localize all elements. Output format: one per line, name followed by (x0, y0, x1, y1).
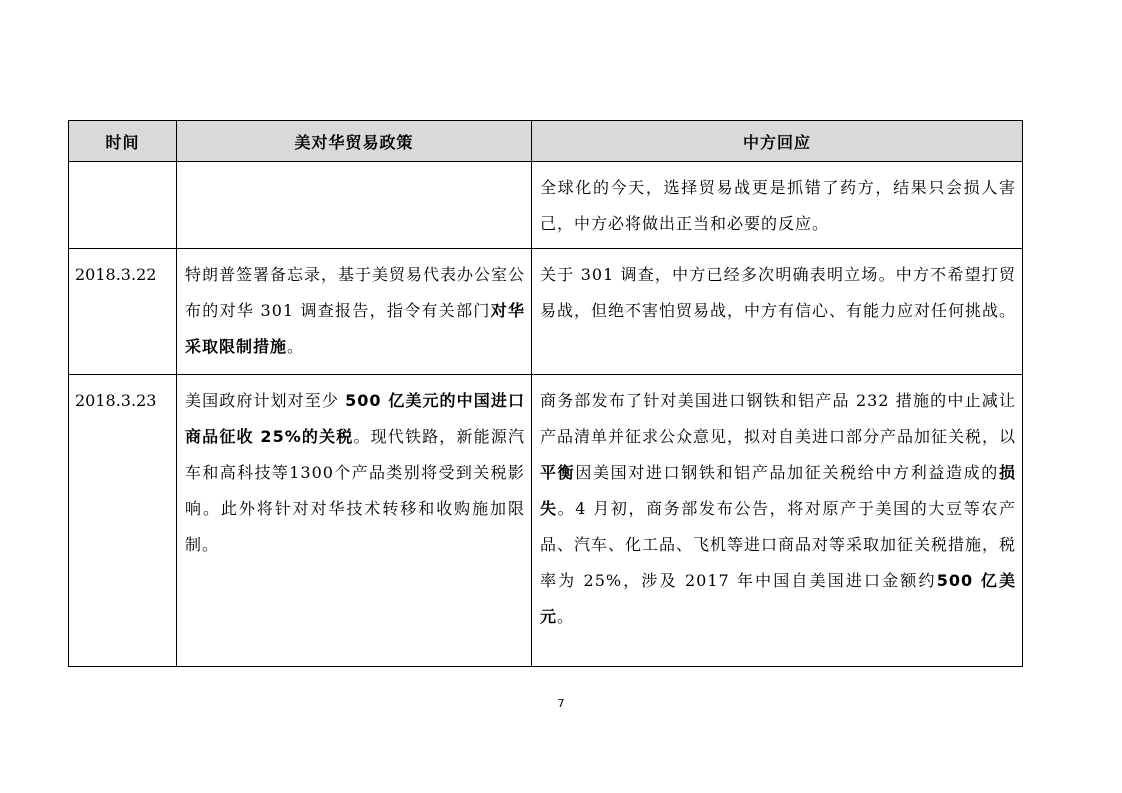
china-response-text: 。4 月初，商务部发布公告，将对原产于美国的大豆等农产品、汽车、化工品、飞机等进口商品对等采取加征关税措施，税率为 25%，涉及 2017 年中国自美国进口金额约 (540, 499, 1017, 590)
china-response-text: 因美国对进口钢铁和铝产品加征关税给中方利益造成的 (575, 463, 999, 482)
china-response-emphasis: 损失 (540, 463, 1016, 518)
us-policy-text: 。现代铁路，新能源汽车和高科技等1300个产品类别将受到关税影响。此外将针对对华技术转移和收购施加限制。 (185, 427, 525, 554)
china-response-cell (532, 162, 1023, 249)
table-row (69, 249, 1023, 375)
china-response-text: 。 (557, 607, 575, 626)
date-cell (69, 162, 177, 249)
date-cell: 2018.3.23 (69, 375, 177, 667)
policy-table (68, 120, 1023, 667)
date-cell: 2018.3.22 (69, 249, 177, 375)
us-policy-cell (177, 162, 532, 249)
china-response-text: 全球化的今天，选择贸易战更是抓错了药方，结果只会损人害己，中方必将做出正当和必要的反应。 (540, 178, 1016, 233)
header-time: 时间 (69, 121, 177, 162)
us-policy-cell (177, 249, 532, 375)
header-us-policy: 美对华贸易政策 (177, 121, 532, 162)
china-response-text: 商务部发布了针对美国进口钢铁和铝产品 232 措施的中止减让产品清单并征求公众意见，拟对自美进口部分产品加征关税，以 (540, 391, 1017, 446)
china-response-text: 关于 301 调查，中方已经多次明确表明立场。中方不希望打贸易战，但绝不害怕贸易战，中方有信心、有能力应对任何挑战。 (540, 265, 1017, 320)
china-response-emphasis: 500 亿美元 (540, 571, 1016, 626)
us-policy-text: 美国政府计划对至少 (185, 391, 346, 410)
table-header-row (69, 121, 1023, 162)
china-response-cell (532, 249, 1023, 375)
table-row (69, 375, 1023, 667)
us-policy-emphasis: 500 亿美元的中国进口商品征收 25%的关税 (185, 391, 525, 446)
us-policy-text: 特朗普签署备忘录，基于美贸易代表办公室公布的对华 301 调查报告，指令有关部门 (185, 265, 526, 320)
china-response-emphasis: 平衡 (540, 463, 576, 482)
us-policy-cell (177, 375, 532, 667)
china-response-cell (532, 375, 1023, 667)
us-policy-emphasis: 对华采取限制措施 (185, 301, 525, 356)
table-row (69, 162, 1023, 249)
page-number: 7 (557, 697, 565, 710)
us-policy-text: 。 (287, 337, 305, 356)
header-china-response: 中方回应 (532, 121, 1023, 162)
